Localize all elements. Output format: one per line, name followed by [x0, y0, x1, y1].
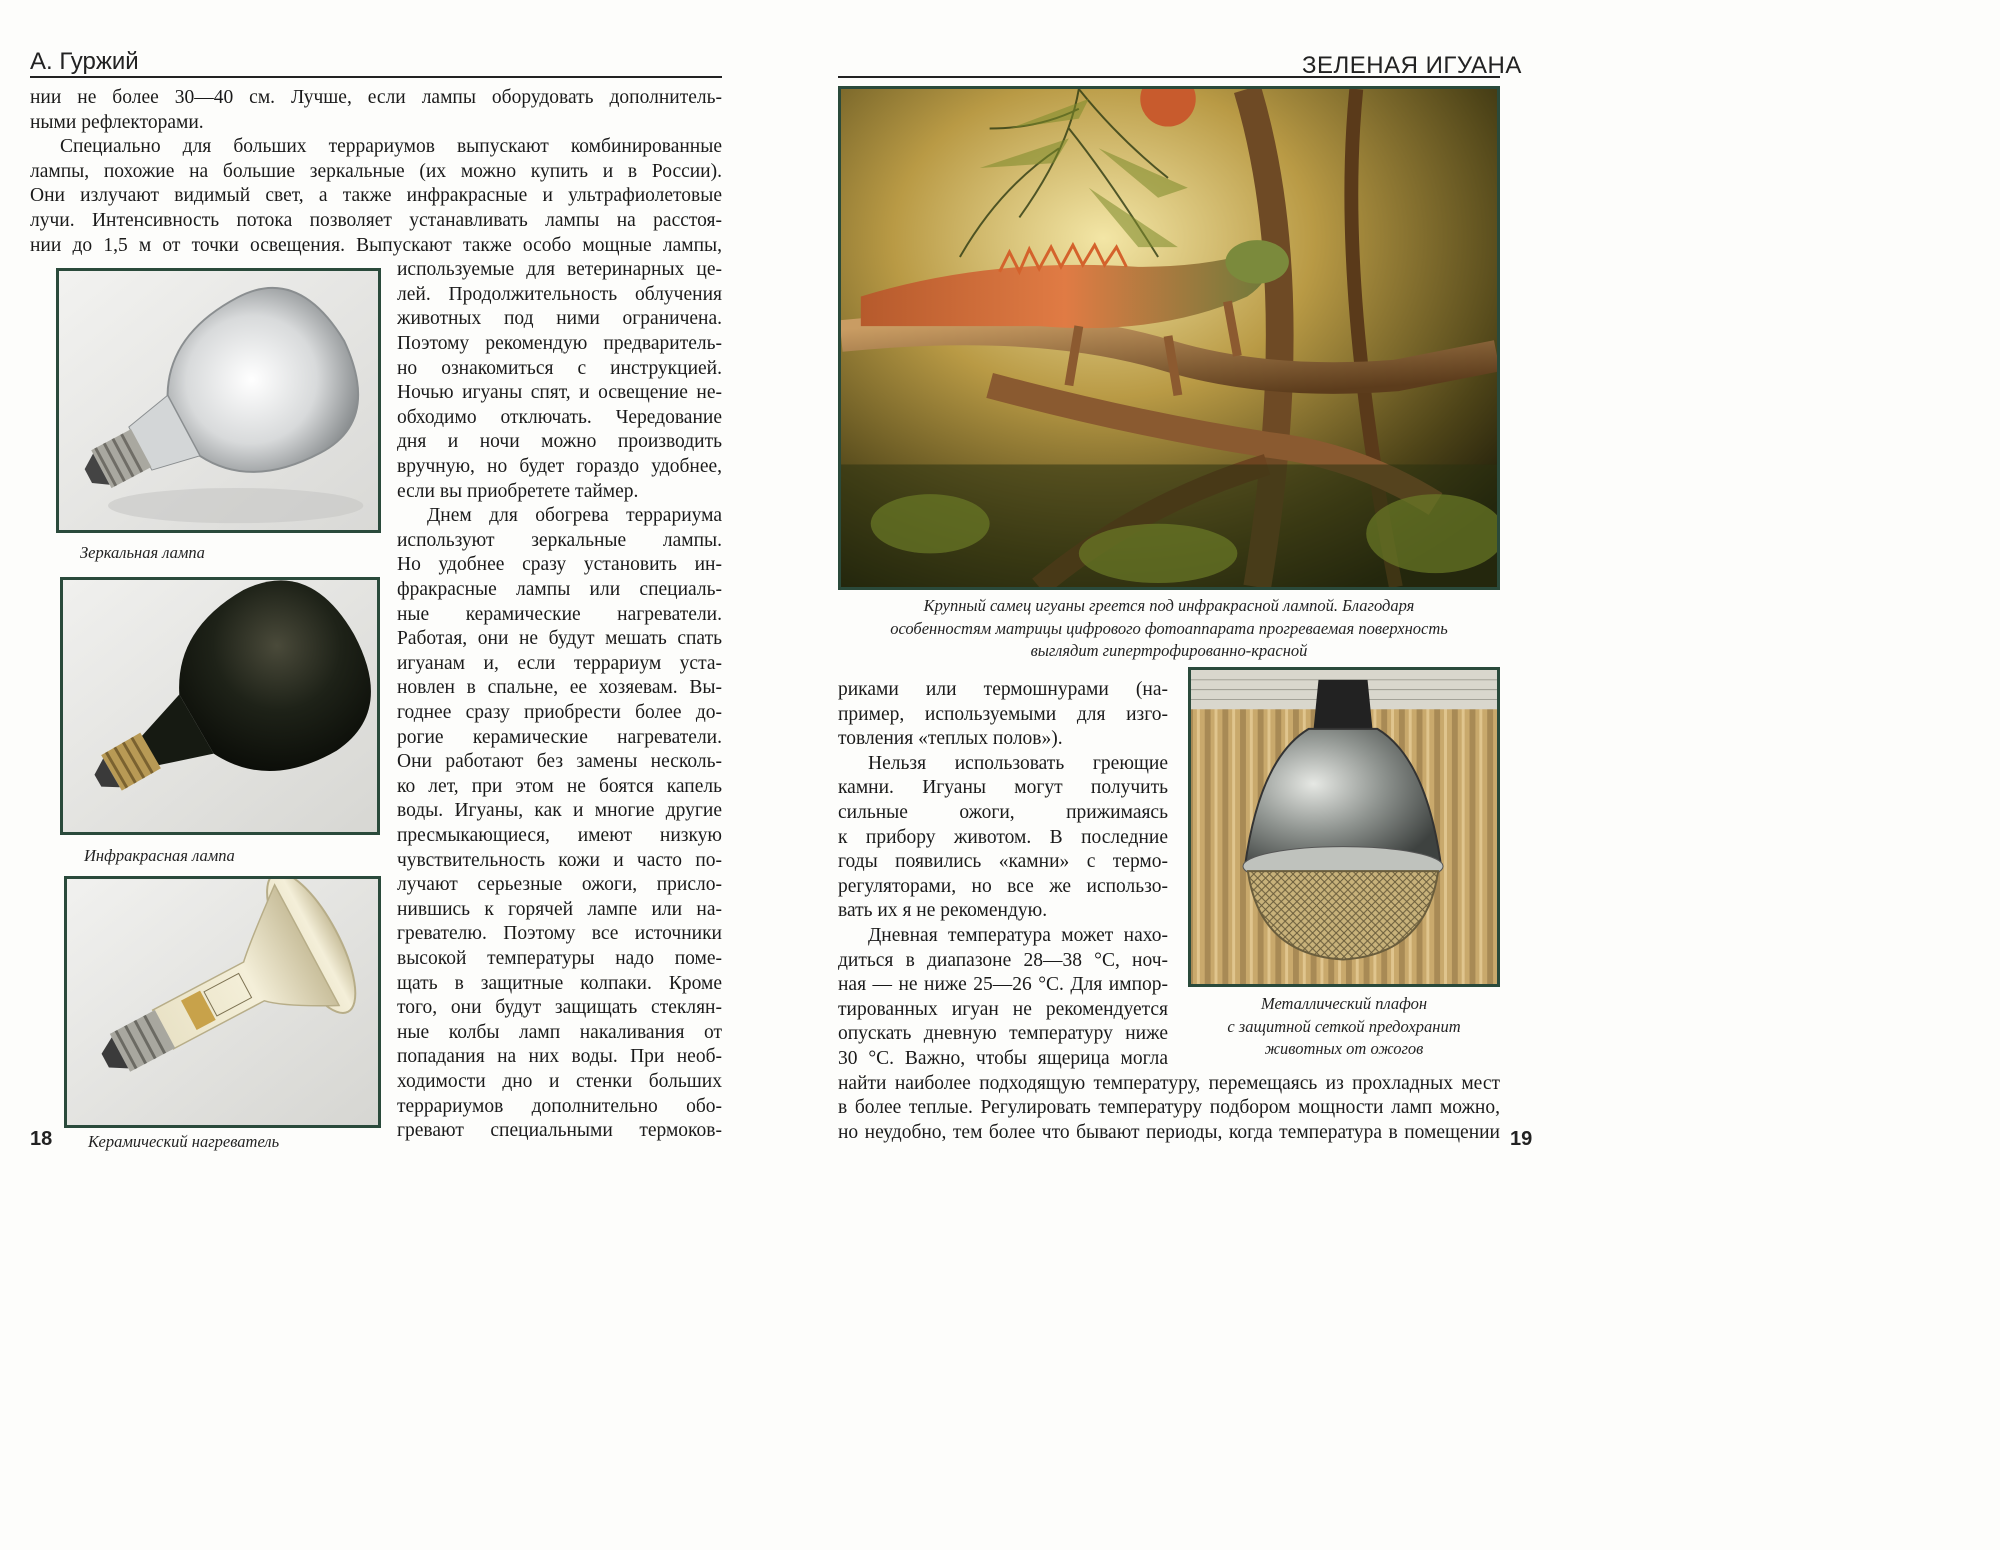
text-line: Но удобнее сразу установить ин- — [397, 554, 722, 576]
text-line: лампы, похожие на большие зеркальные (их можно купить и в России). — [30, 160, 722, 182]
lamp-caption-line-1: Металлический плафон — [1260, 994, 1428, 1013]
lamp-caption-line-2: с защитной сеткой предохранит — [1227, 1016, 1461, 1036]
text-line: сильные ожоги, прижимаясь — [838, 802, 1168, 823]
text-line: гревателю. Поэтому все источники — [397, 923, 722, 945]
text-line: Ночью игуаны спят, и освещение не- — [397, 382, 722, 404]
right-page-number: 19 — [1510, 1128, 1533, 1150]
text-line: дня и ночи можно производить — [397, 431, 722, 453]
text-line: лучи. Интенсивность потока позволяет устанавливать лампы на расстоя- — [30, 210, 722, 231]
text-line: новлен в спальне, ее хозяевам. Вы- — [397, 677, 722, 699]
text-line: 30 °С. Важно, чтобы ящерица могла — [838, 1048, 1168, 1069]
text-line: лучают серьезные ожоги, присло- — [397, 874, 722, 896]
text-line: пример, используемыми для изго- — [838, 703, 1168, 725]
text-line: вручную, но будет гораздо удобнее, — [397, 456, 722, 477]
text-line: нии не более 30—40 см. Лучше, если лампы оборудовать дополнитель- — [30, 87, 722, 108]
text-line: ные колбы ламп накаливания от — [397, 1021, 722, 1043]
metal-lamp-caption — [1188, 993, 1500, 1061]
left-header-rule — [30, 76, 722, 78]
text-line: Нельзя использовать греющие — [868, 752, 1168, 774]
text-line: Поэтому рекомендую предваритель- — [397, 333, 722, 354]
iguana-photo — [838, 86, 1500, 590]
text-line: воды. Игуаны, как и многие другие — [397, 800, 722, 822]
text-line: чувствительность кожи и часто по- — [397, 849, 722, 871]
ceramic-heater-photo — [64, 876, 381, 1128]
text-line: годнее сразу приобрести более до- — [397, 702, 722, 723]
text-line: камни. Игуаны могут получить — [838, 777, 1168, 799]
text-line: щать в защитные колпаки. Кроме — [397, 972, 722, 994]
metal-lamp-photo — [1188, 667, 1500, 987]
text-line: Работая, они не будут мешать спать — [397, 628, 722, 650]
text-line: нившись к горячей лампе или на- — [397, 898, 722, 920]
text-line: тированных игуан не рекомендуется — [838, 998, 1168, 1020]
text-line: гревают специальными термоков- — [397, 1120, 722, 1142]
text-line: террариумов дополнительно обо- — [397, 1095, 722, 1117]
text-line: Они излучают видимый свет, а также инфракрасные и ультрафиолетовые — [30, 185, 722, 207]
text-line: риками или термошнурами (на- — [838, 679, 1168, 700]
text-line: ные керамические нагреватели. — [397, 603, 722, 625]
text-line: фракрасные лампы или специаль- — [397, 579, 722, 600]
ceramic-heater-caption: Керамический нагреватель — [88, 1132, 280, 1151]
text-line: того, они будут защищать стеклян- — [397, 997, 722, 1019]
text-line: используют зеркальные лампы. — [397, 529, 722, 551]
text-line: Днем для обогрева террариума — [427, 505, 722, 527]
text-line: используемые для ветеринарных це- — [397, 259, 722, 281]
infrared-lamp-caption: Инфракрасная лампа — [84, 846, 235, 865]
text-line: рогие керамические нагреватели. — [397, 726, 722, 748]
text-line: животных под ними ограничена. — [397, 308, 722, 330]
text-line: Специально для больших террариумов выпускают комбинированные — [60, 136, 722, 158]
text-line: вать их я не рекомендую. — [838, 900, 1048, 922]
text-line: обходимо отключать. Чередование — [397, 406, 722, 428]
mirror-lamp-photo — [56, 268, 381, 533]
text-line: к прибору животом. В последние — [838, 826, 1168, 848]
text-line: диться в диапазоне 28—38 °С, ноч- — [838, 949, 1168, 971]
text-line: пресмыкающиеся, имеют низкую — [397, 825, 722, 846]
text-line: попадания на них воды. При необ- — [397, 1046, 722, 1068]
text-line: высокой температуры надо поме- — [397, 948, 722, 969]
text-line: годы появились «камни» с термо- — [838, 851, 1168, 873]
iguana-caption-line-2: особенностям матрицы цифрового фотоаппарата прогреваемая поверхность — [890, 618, 1448, 638]
text-line: Они работают без замены несколь- — [397, 751, 722, 773]
text-line: опускать дневную температуру ниже — [838, 1023, 1168, 1045]
text-line: ко лет, при этом не боятся капель — [397, 775, 722, 797]
text-line: игуанам и, если террариум уста- — [397, 652, 722, 674]
text-line: регуляторами, но все же использо- — [838, 875, 1168, 897]
text-line: если вы приобретете таймер. — [397, 480, 639, 502]
lamp-caption-line-3: животных от ожогов — [1264, 1039, 1424, 1058]
text-line: ными рефлекторами. — [30, 111, 204, 133]
mirror-lamp-caption: Зеркальная лампа — [80, 543, 205, 562]
iguana-caption-line-1: Крупный самец игуаны греется под инфракрасной лампой. Благодаря — [923, 596, 1415, 615]
text-line: лей. Продолжительность облучения — [397, 283, 722, 305]
left-running-header: А. Гуржий — [30, 48, 139, 75]
iguana-photo-caption — [838, 595, 1500, 663]
left-page-number: 18 — [30, 1128, 53, 1150]
text-line: но ознакомиться с инструкцией. — [397, 357, 722, 379]
right-running-header: ЗЕЛЕНАЯ ИГУАНА — [1302, 52, 1522, 79]
text-line: нии до 1,5 м от точки освещения. Выпускают также особо мощные лампы, — [30, 234, 722, 256]
infrared-lamp-photo — [60, 577, 380, 835]
text-line: ходимости дно и стенки больших — [397, 1071, 722, 1092]
text-line: ная — не ниже 25—26 °С. Для импор- — [838, 974, 1168, 996]
text-line: товления «теплых полов»). — [838, 728, 1063, 750]
iguana-caption-line-3: выглядит гипертрофированно-красной — [1030, 641, 1308, 660]
text-line: но неудобно, тем более что бывают периоды, когда температура в помещении — [838, 1121, 1500, 1143]
text-line: найти наиболее подходящую температуру, перемещаясь из прохладных мест — [838, 1072, 1500, 1094]
text-line: Дневная температура может нахо- — [868, 925, 1168, 946]
text-line: в более теплые. Регулировать температуру подбором мощности ламп можно, — [838, 1097, 1500, 1119]
